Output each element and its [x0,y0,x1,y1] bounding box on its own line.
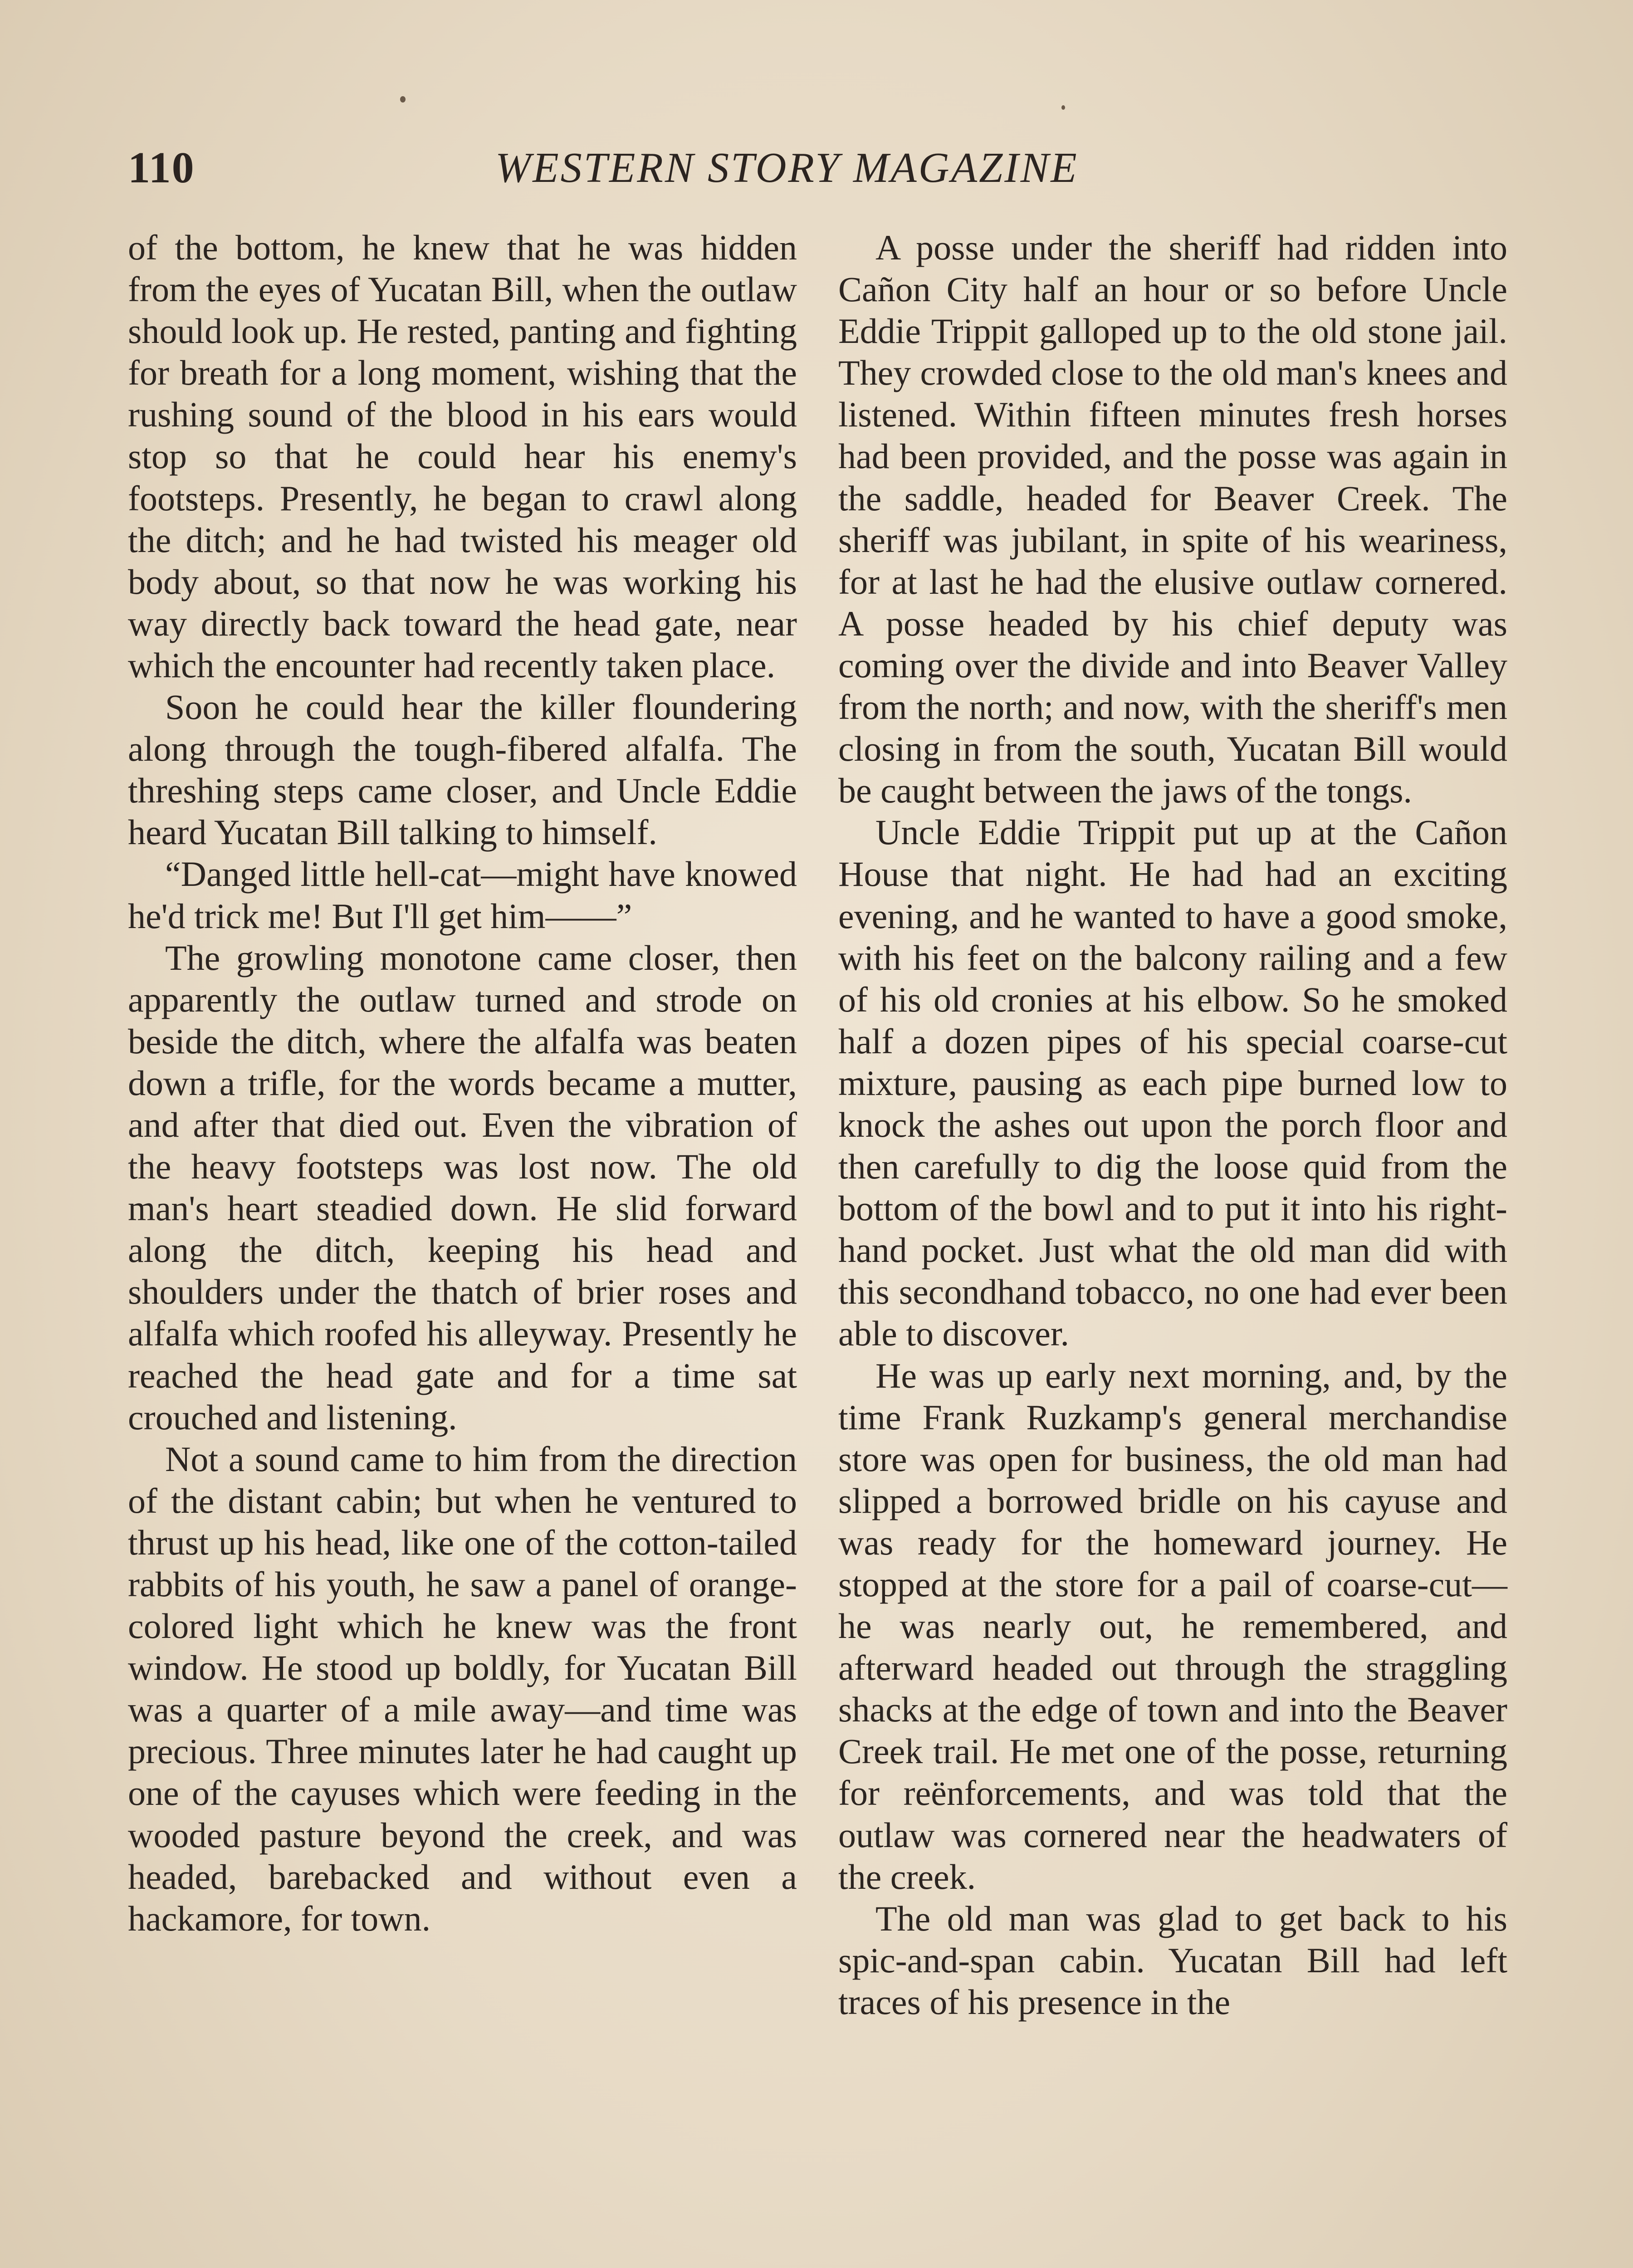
paragraph: He was up early next morning, and, by the time Frank Ruzkamp's general merchandise store was open for business, the old man had slipped a borrowed bridle on his cayuse and was ready for the homeward journey. He stopped at the store for a pail of coarse-cut—he was nearly out, he remembered, and afterward headed out through the straggling shacks at the edge of town and into the Beaver Creek trail. He met one of the posse, returning for reënforcements, and was told that the outlaw was cornered near the headwaters of the creek. [838,1355,1507,1897]
paragraph: Uncle Eddie Trippit put up at the Cañon House that night. He had had an exciting evening, and he wanted to have a good smoke, with his feet on the balcony railing and a few of his old cronies at his elbow. So he smoked half a dozen pipes of his special coarse-cut mixture, pausing as each pipe burned low to knock the ashes out upon the porch floor and then carefully to dig the loose quid from the bottom of the bowl and to put it into his right-hand pocket. Just what the old man did with this secondhand tobacco, no one had ever been able to discover. [838,812,1507,1354]
print-speck [400,96,406,103]
paragraph: Soon he could hear the killer floundering along through the tough-fibered alfalfa. The threshing steps came closer, and Uncle Eddie heard Yucatan Bill talking to himself. [128,687,797,852]
page-header [128,138,1144,197]
left-column [128,227,797,1940]
page-number: 110 [128,143,195,192]
paragraph: of the bottom, he knew that he was hidden from the eyes of Yucatan Bill, when the outlaw should look up. He rested, panting and fighting for breath for a long moment, wishing that the rushing sound of the blood in his ears would stop so that he could hear his enemy's footsteps. Presently, he began to crawl along the ditch; and he had twisted his meager old body about, so that now he was working his way directly back toward the head gate, near which the encounter had recently taken place. [128,228,797,685]
paragraph: A posse under the sheriff had ridden into Cañon City half an hour or so before Uncle Eddie Trippit galloped up to the old stone jail. They crowded close to the old man's knees and listened. Within fifteen minutes fresh horses had been provided, and the posse was again in the saddle, headed for Beaver Creek. The sheriff was jubilant, in spite of his weariness, for at last he had the elusive outlaw cornered. A posse headed by his chief deputy was coming over the divide and into Beaver Valley from the north; and now, with the sheriff's men closing in from the south, Yucatan Bill would be caught between the jaws of the tongs. [838,228,1507,811]
right-column [838,227,1507,2023]
paragraph: Not a sound came to him from the direction of the distant cabin; but when he ventured to thrust up his head, like one of the cotton-tailed rabbits of his youth, he saw a panel of orange-colored light which he knew was the front window. He stood up boldly, for Yucatan Bill was a quarter of a mile away—and time was precious. Three minutes later he had caught up one of the cayuses which were feeding in the wooded pasture beyond the creek, and was headed, barebacked and without even a hackamore, for town. [128,1439,797,1938]
paragraph: “Danged little hell-cat—might have knowed he'd trick me! But I'll get him——” [128,854,797,936]
print-speck [1061,105,1065,110]
running-head: WESTERN STORY MAGAZINE [495,144,1079,191]
paragraph: The old man was glad to get back to his spic-and-span cabin. Yucatan Bill had left traces of his presence in the [838,1898,1507,2022]
paragraph: The growling monotone came closer, then apparently the outlaw turned and strode on beside the ditch, where the alfalfa was beaten down a trifle, for the words became a mutter, and after that died out. Even the vibration of the heavy footsteps was lost now. The old man's heart steadied down. He slid forward along the ditch, keeping his head and shoulders under the thatch of brier roses and alfalfa which roofed his alleyway. Presently he reached the head gate and for a time sat crouched and listening. [128,938,797,1437]
